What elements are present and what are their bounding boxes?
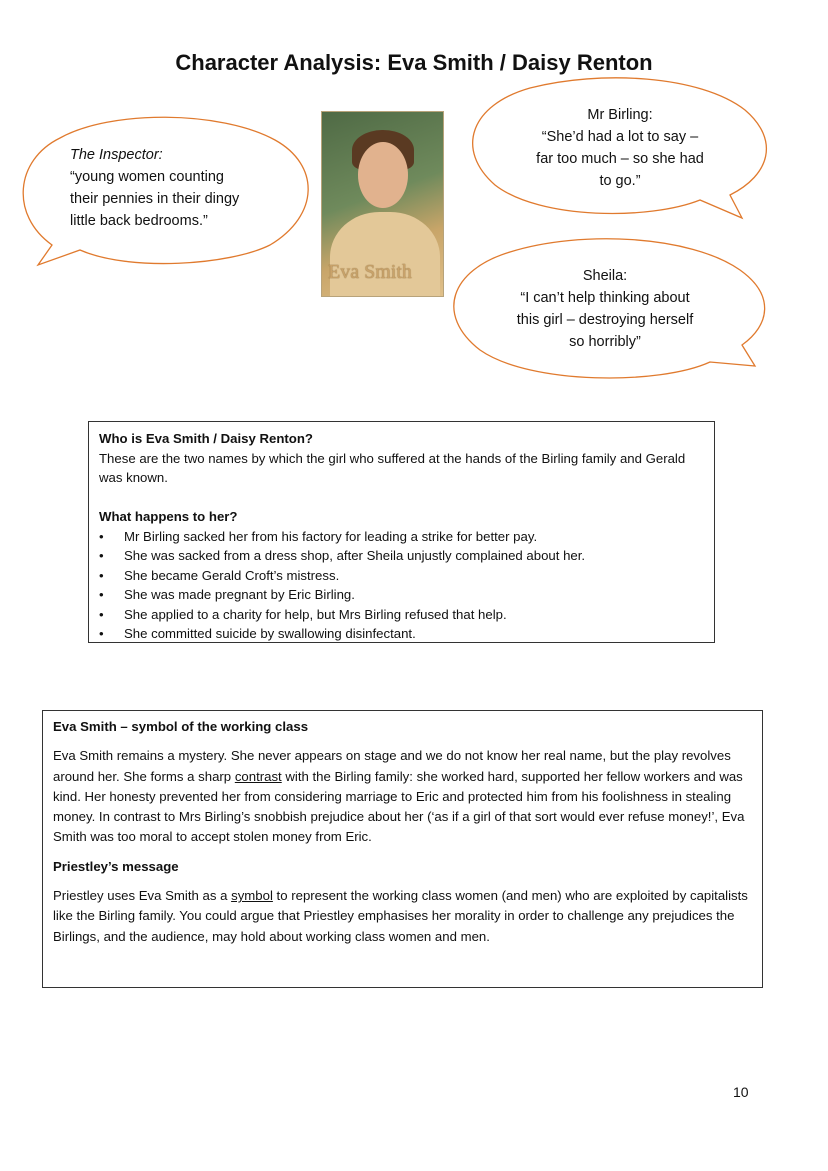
quote-line: “I can’t help thinking about (520, 290, 690, 306)
quote-speaker: Mr Birling: (587, 107, 653, 123)
list-item: • She committed suicide by swallowing disinfectant. (124, 624, 704, 644)
section-text: Priestley uses Eva Smith as a symbol to represent the working class women (and men) who are exploited by capitalists like the Birling family. You could argue that Priestley emphasises her morality in order to challenge any prejudices the Birlings, and the audience, may hold about working class women and men. (53, 888, 748, 944)
section-heading: Eva Smith – symbol of the working class (53, 719, 309, 734)
portrait-caption: Eva Smith (328, 261, 412, 283)
list-item: • Mr Birling sacked her from his factory for leading a strike for better pay. (124, 527, 704, 547)
quote-speaker: The Inspector: (70, 147, 163, 163)
sheila-quote (490, 265, 720, 353)
quote-line: “young women counting (70, 169, 224, 185)
quote-line: so horribly” (569, 334, 641, 350)
inspector-quote (70, 144, 239, 232)
page-title: Character Analysis: Eva Smith / Daisy Renton (175, 50, 653, 75)
who-is-eva-box (88, 421, 715, 643)
birling-quote (510, 104, 730, 192)
quote-line: little back bedrooms.” (70, 213, 208, 229)
list-item: • She was sacked from a dress shop, after Sheila unjustly complained about her. (124, 546, 704, 566)
quote-speaker: Sheila: (582, 268, 628, 284)
section-heading: Who is Eva Smith / Daisy Renton? (99, 431, 313, 446)
quote-line: far too much – so she had (536, 151, 704, 167)
quote-line: their pennies in their dingy (70, 191, 240, 207)
list-item: • She applied to a charity for help, but Mrs Birling refused that help. (124, 605, 704, 625)
events-list (99, 527, 704, 644)
page-number: 10 (733, 1084, 749, 1100)
section-text: Eva Smith remains a mystery. She never appears on stage and we do not know her real name, but the play revolves around her. She forms a sharp contrast with the Birling family: she worked hard, supported her fellow workers and was kind. Her honesty prevented her from considering marriage to Eric and protected him from his foolishness in stealing money. In contrast to Mrs Birling’s snobbish prejudice about her (‘as if a girl of that sort would ever refuse money!’, Eva Smith was too moral to accept stolen money from Eric. (53, 748, 745, 845)
quote-line: “She’d had a lot to say – (541, 129, 699, 145)
quote-line: this girl – destroying herself (516, 312, 694, 328)
eva-smith-portrait (321, 111, 444, 297)
list-item: • She was made pregnant by Eric Birling. (124, 585, 704, 605)
list-item: • She became Gerald Croft’s mistress. (124, 566, 704, 586)
section-text: These are the two names by which the girl who suffered at the hands of the Birling family and Gerald was known. (99, 450, 686, 485)
quote-line: to go.” (599, 173, 641, 189)
symbol-box (42, 710, 763, 988)
section-heading: What happens to her? (99, 509, 238, 524)
section-heading: Priestley’s message (53, 858, 179, 874)
